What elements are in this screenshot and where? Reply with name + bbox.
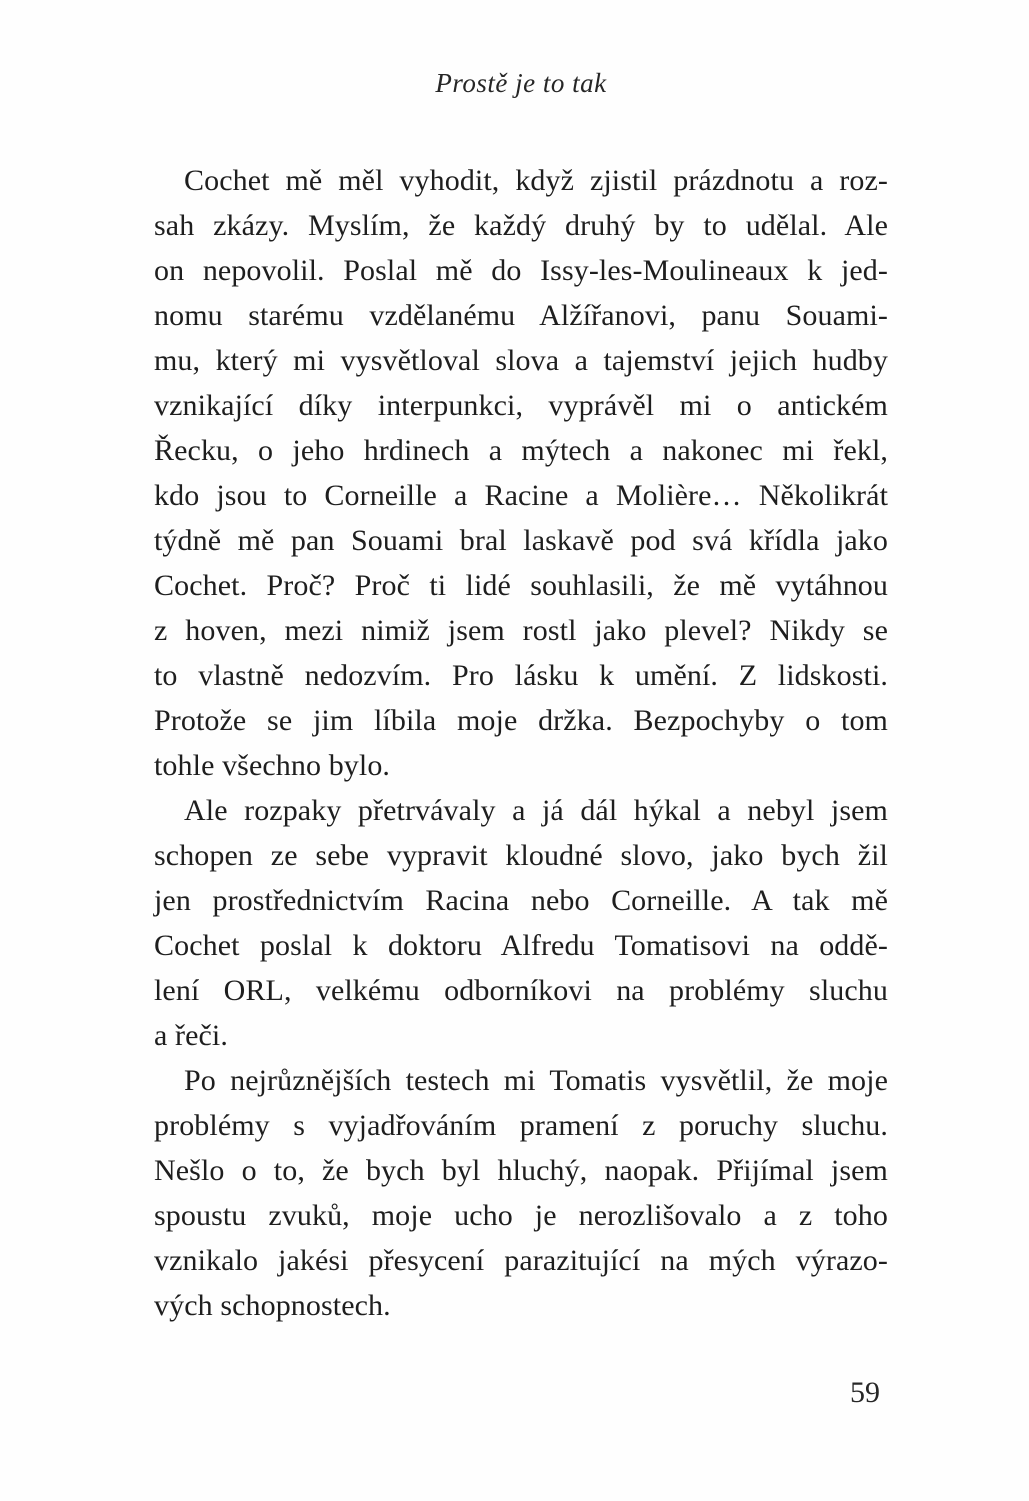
text-line: Protože se jim líbila moje držka. Bezpochyby o tom [154, 704, 888, 737]
text-line: jen prostřednictvím Racina nebo Corneille. A tak mě [154, 884, 888, 917]
text-line: schopen ze sebe vypravit kloudné slovo, jako bych žil [154, 839, 888, 872]
text-line: kdo jsou to Corneille a Racine a Molière… Několikrát [154, 479, 888, 512]
text-line: Cochet mě měl vyhodit, když zjistil prázdnotu a roz- [184, 164, 888, 197]
text-line: nomu starému vzdělanému Alžířanovi, panu Souami- [154, 299, 888, 332]
body-text [154, 158, 888, 1328]
text-line: týdně mě pan Souami bral laskavě pod svá křídla jako [154, 524, 888, 557]
text-line: Ale rozpaky přetrvávaly a já dál hýkal a nebyl jsem [184, 794, 888, 827]
text-line: vých schopnostech. [154, 1289, 391, 1322]
text-line: problémy s vyjadřováním pramení z poruchy sluchu. [154, 1109, 888, 1142]
running-header: Prostě je to tak [435, 68, 607, 98]
text-line: Řecku, o jeho hrdinech a mýtech a nakonec mi řekl, [154, 434, 888, 467]
text-line: sah zkázy. Myslím, že každý druhý by to udělal. Ale [154, 209, 888, 242]
text-line: a řeči. [154, 1019, 228, 1052]
text-line: to vlastně nedozvím. Pro lásku k umění. Z lidskosti. [154, 659, 888, 692]
text-line: tohle všechno bylo. [154, 749, 391, 782]
text-line: vznikající díky interpunkci, vyprávěl mi o antickém [154, 389, 888, 422]
text-line: Nešlo o to, že bych byl hluchý, naopak. Přijímal jsem [154, 1154, 888, 1187]
text-line: lení ORL, velkému odborníkovi na problémy sluchu [154, 974, 888, 1007]
text-line: on nepovolil. Poslal mě do Issy-les-Moulineaux k jed- [154, 254, 888, 287]
text-line: z hoven, mezi nimiž jsem rostl jako plevel? Nikdy se [154, 614, 888, 647]
text-line: Cochet poslal k doktoru Alfredu Tomatisovi na oddě- [154, 929, 888, 962]
text-line: mu, který mi vysvětloval slova a tajemství jejich hudby [154, 344, 888, 377]
text-line: vznikalo jakési přesycení parazitující na mých výrazo- [154, 1244, 888, 1277]
text-line: spoustu zvuků, moje ucho je nerozlišovalo a z toho [154, 1199, 888, 1232]
text-line: Po nejrůznějších testech mi Tomatis vysvětlil, že moje [184, 1064, 888, 1097]
text-line: Cochet. Proč? Proč ti lidé souhlasili, že mě vytáhnou [154, 569, 888, 602]
page-number: 59 [850, 1376, 880, 1409]
